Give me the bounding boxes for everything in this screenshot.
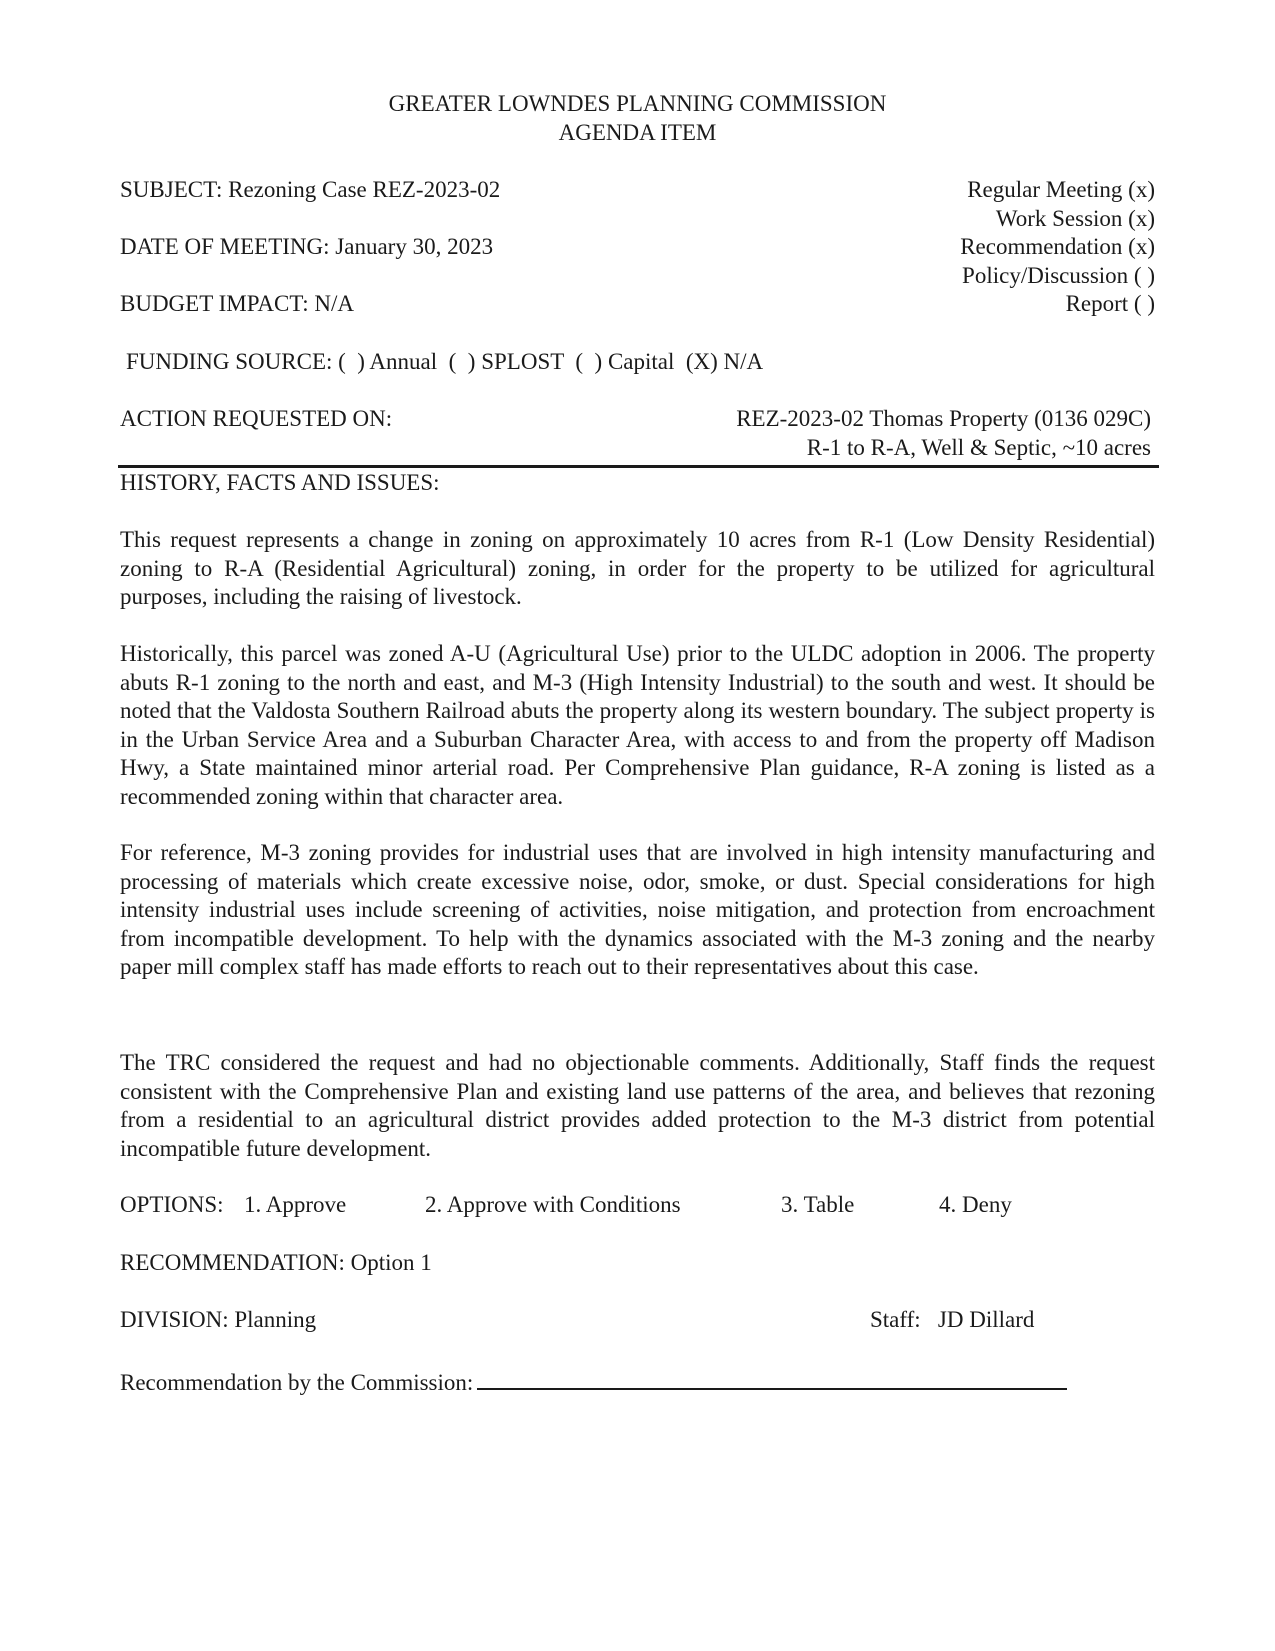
budget-impact: BUDGET IMPACT: N/A [120,291,354,316]
staff-name: Staff: JD Dillard [870,1307,1035,1332]
option-table: 3. Table [781,1192,855,1217]
option-approve-with-conditions: 2. Approve with Conditions [425,1192,681,1217]
division: DIVISION: Planning [120,1307,317,1332]
date-of-meeting: DATE OF MEETING: January 30, 2023 [120,234,494,259]
commission-title: GREATER LOWNDES PLANNING COMMISSION [388,91,887,116]
commission-recommendation [120,1366,1067,1398]
meeting-type-work-session: Work Session (x) [995,205,1155,231]
action-case-line: REZ-2023-02 Thomas Property (0136 029C) [736,406,1151,431]
meeting-type-regular: Regular Meeting (x) [967,177,1155,202]
document-header [120,90,1155,147]
section-divider [118,465,1159,468]
meeting-type-policy: Policy/Discussion ( ) [962,262,1155,288]
option-approve: 1. Approve [244,1192,347,1217]
meeting-type-report: Report ( ) [1065,291,1155,316]
option-deny: 4. Deny [939,1192,1012,1217]
meeting-type-list [755,176,1155,319]
commission-signature-line [477,1366,1067,1390]
action-requested-label: ACTION REQUESTED ON: [120,406,393,431]
options-label: OPTIONS: [120,1192,224,1217]
agenda-item-title: AGENDA ITEM [558,119,717,145]
subject-line: SUBJECT: Rezoning Case REZ-2023-02 [120,177,501,202]
commission-recommendation-label: Recommendation by the Commission: [120,1370,474,1395]
history-paragraph-1: This request represents a change in zoning on approximately 10 acres from R-1 (Low Density Residential) zoning to R-A (Residential Agricultural) zoning, in order for the property to be utilized for agricultural purposes, including the raising of livestock. [120,527,1155,609]
meeting-type-recommendation: Recommendation (x) [960,234,1155,259]
history-paragraph-3: For reference, M-3 zoning provides for industrial uses that are involved in high intensity manufacturing and processing of materials which create excessive noise, odor, smoke, or dust. Special considerations for high intensity industrial uses include screening of activities, noise mitigation, and protection from encroachment from incompatible development. To help with the dynamics associated with the M-3 zoning and the nearby paper mill complex staff has made efforts to reach out to their representatives about this case. [120,840,1155,979]
action-requested-detail [736,405,1151,462]
history-paragraph-2: Historically, this parcel was zoned A-U (Agricultural Use) prior to the ULDC adoption in 2006. The property abuts R-1 zoning to the north and east, and M-3 (High Intensity Industrial) to the south and west. It should be noted that the Valdosta Southern Railroad abuts the property along its western boundary. The subject property is in the Urban Service Area and a Suburban Character Area, with access to and from the property off Madison Hwy, a State maintained minor arterial road. Per Comprehensive Plan guidance, R-A zoning is listed as a recommended zoning within that character area. [120,641,1155,809]
history-heading: HISTORY, FACTS AND ISSUES: [120,470,440,495]
staff-recommendation: RECOMMENDATION: Option 1 [120,1250,432,1275]
action-zoning-line: R-1 to R-A, Well & Septic, ~10 acres [806,434,1151,460]
history-paragraph-4: The TRC considered the request and had no objectionable comments. Additionally, Staff finds the request consistent with the Comprehensive Plan and existing land use patterns of the area, and believes that rezoning from a residential to an agricultural district provides added protection to the M-3 district from potential incompatible future development. [120,1050,1155,1161]
funding-source: FUNDING SOURCE: ( ) Annual ( ) SPLOST ( ) Capital (X) N/A [126,349,764,374]
